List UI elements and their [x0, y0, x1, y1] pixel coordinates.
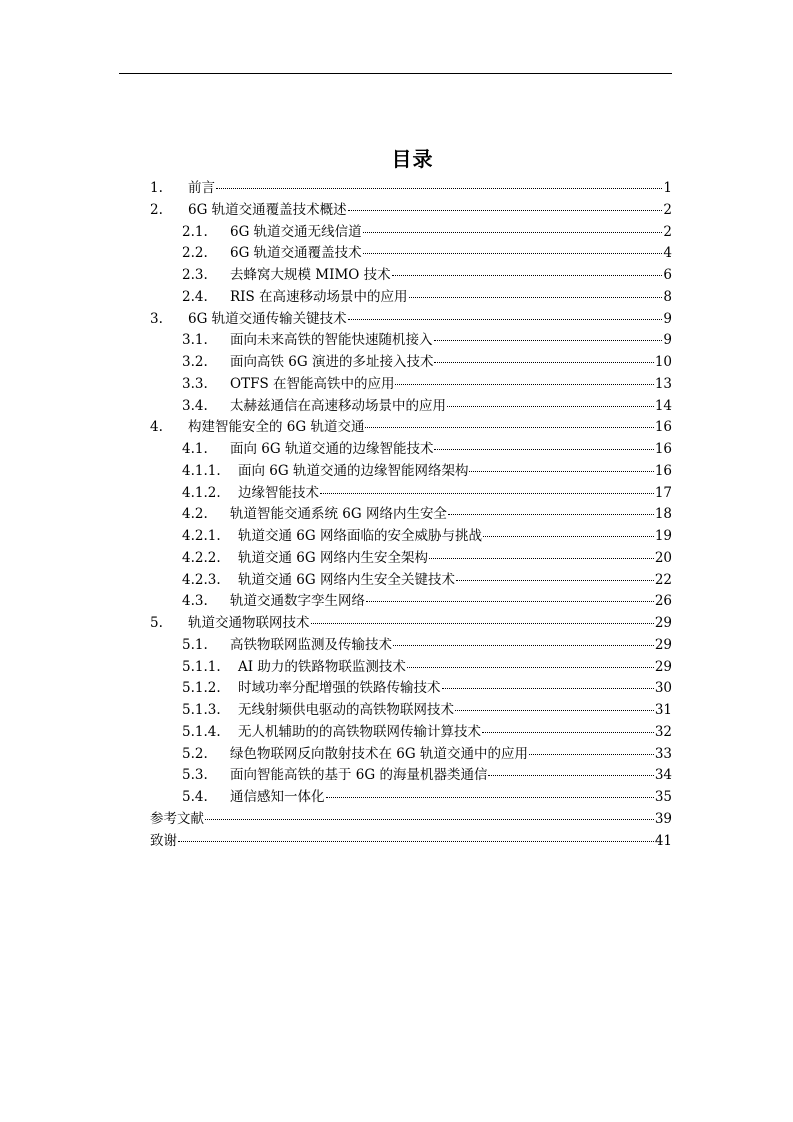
toc-entry-number: 5.1. [182, 636, 208, 653]
toc-entry-page-number: 31 [654, 702, 672, 718]
toc-entry[interactable] [150, 483, 672, 505]
toc-entry[interactable] [150, 461, 672, 483]
dot-leader [205, 819, 654, 820]
toc-entry-page-number: 2 [663, 201, 672, 218]
dot-leader [326, 797, 654, 798]
toc-entry-page-number: 35 [654, 789, 672, 805]
toc-entry-title: 轨道交通 6G 网络内生安全架构 [238, 549, 428, 566]
toc-entry-page-number: 29 [654, 615, 672, 631]
toc-entry[interactable] [150, 722, 672, 744]
dot-leader [447, 406, 654, 407]
dot-leader [216, 188, 662, 189]
toc-entry-number: 1. [150, 180, 163, 196]
toc-entry-number: 5.3. [182, 767, 208, 784]
toc-entry-page-number: 26 [654, 593, 672, 610]
toc-entry[interactable] [150, 700, 672, 722]
toc-entry[interactable] [150, 330, 672, 352]
toc-entry[interactable] [150, 831, 672, 853]
toc-entry-title: AI 助力的铁路物联监测技术 [238, 658, 406, 675]
dot-leader [392, 275, 663, 276]
dot-leader [393, 645, 654, 646]
dot-leader [407, 667, 654, 668]
toc-entry-page-number: 29 [654, 636, 672, 653]
page-title: 目录 [391, 147, 434, 171]
toc-entry-number: 4.2.3. [182, 571, 221, 588]
toc-entry-title: 绿色物联网反向散射技术在 6G 轨道交通中的应用 [230, 745, 528, 762]
toc-entry[interactable] [150, 178, 672, 200]
toc-entry-title: 轨道智能交通系统 6G 网络内生安全 [230, 506, 447, 523]
dot-leader [469, 471, 653, 472]
dot-leader [455, 710, 654, 711]
toc-entry-title: 面向未来高铁的智能快速随机接入 [230, 332, 433, 349]
dot-leader [448, 514, 654, 515]
toc-entry-page-number: 16 [654, 419, 672, 436]
toc-entry-page-number: 6 [663, 267, 672, 283]
toc-entry-page-number: 32 [654, 723, 672, 740]
toc-entry-number: 2.3. [182, 267, 208, 283]
toc-entry-page-number: 41 [654, 832, 672, 849]
toc-entry-title: 面向高铁 6G 演进的多址接入技术 [230, 354, 434, 370]
toc-entry-title: 高铁物联网监测及传输技术 [230, 636, 392, 653]
dot-leader [409, 297, 663, 298]
toc-entry-number: 2.2. [182, 245, 208, 262]
dot-leader [456, 580, 654, 581]
toc-entry[interactable] [150, 613, 672, 635]
toc-entry[interactable] [150, 809, 672, 831]
toc-entry-page-number: 29 [654, 658, 672, 675]
toc-entry-number: 5.1.2. [182, 680, 221, 697]
toc-entry-title: 去蜂窝大规模 MIMO 技术 [230, 267, 391, 283]
dot-leader [366, 601, 654, 602]
toc-entry[interactable] [150, 504, 672, 526]
dot-leader [365, 427, 653, 428]
toc-entry-page-number: 17 [654, 484, 672, 501]
toc-entry-title: 通信感知一体化 [230, 789, 325, 805]
toc-entry-title: 6G 轨道交通传输关键技术 [188, 310, 347, 327]
toc-entry-page-number: 20 [654, 549, 672, 566]
toc-entry-number: 4.2.1. [182, 528, 221, 544]
dot-leader [348, 319, 663, 320]
toc-entry-page-number: 16 [654, 462, 672, 479]
dot-leader [348, 210, 663, 211]
toc-entry-page-number: 14 [654, 397, 672, 414]
toc-entry-title: 构建智能安全的 6G 轨道交通 [188, 419, 365, 436]
toc-entry[interactable] [150, 374, 672, 396]
toc-entry-number: 4.3. [182, 593, 208, 610]
toc-entry[interactable] [150, 591, 672, 613]
dot-leader [395, 384, 653, 385]
toc-entry-number: 2.1. [182, 223, 208, 240]
toc-entry[interactable] [150, 417, 672, 439]
toc-entry-title: 面向 6G 轨道交通的边缘智能网络架构 [238, 462, 469, 479]
toc-entry-title: 面向 6G 轨道交通的边缘智能技术 [230, 441, 434, 457]
dot-leader [442, 688, 654, 689]
toc-entry-number: 2. [150, 201, 163, 218]
dot-leader [434, 362, 653, 363]
toc-entry-title: RIS 在高速移动场景中的应用 [230, 288, 408, 305]
toc-entry-page-number: 19 [654, 528, 672, 544]
toc-entry-title: 轨道交通数字孪生网络 [230, 593, 365, 610]
toc-entry-page-number: 30 [654, 680, 672, 697]
toc-entry-title: 参考文献 [150, 810, 204, 827]
toc-entry-page-number: 10 [654, 354, 672, 370]
toc-entry-page-number: 9 [663, 332, 672, 349]
toc-entry-page-number: 8 [663, 288, 672, 305]
dot-leader [483, 536, 654, 537]
toc-entry-number: 3.1. [182, 332, 208, 349]
toc-entry-title: 6G 轨道交通覆盖技术 [230, 245, 362, 262]
toc-entry-title: 面向智能高铁的基于 6G 的海量机器类通信 [230, 767, 488, 784]
toc-entry-number: 5.2. [182, 745, 208, 762]
toc-entry[interactable] [150, 678, 672, 700]
toc-entry[interactable] [150, 744, 672, 766]
toc-entry[interactable] [150, 200, 672, 222]
toc-entry-number: 5.4. [182, 789, 208, 805]
toc-entry-title: 6G 轨道交通覆盖技术概述 [188, 201, 347, 218]
toc-entry-number: 5.1.4. [182, 723, 221, 740]
dot-leader [434, 449, 653, 450]
dot-leader [482, 732, 654, 733]
toc-entry-title: 轨道交通 6G 网络内生安全关键技术 [238, 571, 455, 588]
toc-entry-number: 5.1.3. [182, 702, 221, 718]
toc-entry-title: 轨道交通 6G 网络面临的安全威胁与挑战 [238, 528, 482, 544]
toc-entry-title: 时域功率分配增强的铁路传输技术 [238, 680, 441, 697]
toc-entry-page-number: 22 [654, 571, 672, 588]
toc-entry-page-number: 33 [654, 745, 672, 762]
toc-entry-number: 3.3. [182, 375, 208, 392]
toc-entry-page-number: 13 [654, 375, 672, 392]
toc-entry-number: 3.2. [182, 354, 208, 370]
toc-entry[interactable] [150, 548, 672, 570]
toc-entry[interactable] [150, 787, 672, 809]
dot-leader [363, 232, 663, 233]
toc-entry-page-number: 34 [654, 767, 672, 784]
toc-entry-number: 3.4. [182, 397, 208, 414]
dot-leader [529, 754, 654, 755]
toc-entry-number: 3. [150, 310, 163, 327]
toc-entry[interactable] [150, 765, 672, 787]
table-of-contents [150, 178, 672, 852]
dot-leader [488, 775, 653, 776]
toc-entry-title: 轨道交通物联网技术 [188, 615, 310, 631]
toc-entry-number: 4.2.2. [182, 549, 221, 566]
toc-entry-title: 太赫兹通信在高速移动场景中的应用 [230, 397, 446, 414]
toc-entry-title: 6G 轨道交通无线信道 [230, 223, 362, 240]
toc-entry[interactable] [150, 439, 672, 461]
dot-leader [434, 340, 663, 341]
toc-entry-title: OTFS 在智能高铁中的应用 [230, 375, 395, 392]
toc-entry-title: 无人机辅助的的高铁物联网传输计算技术 [238, 723, 481, 740]
header-rule [119, 73, 672, 74]
toc-entry[interactable] [150, 309, 672, 331]
toc-entry-number: 5. [150, 615, 163, 631]
toc-entry-title: 致谢 [150, 832, 177, 849]
toc-entry[interactable] [150, 657, 672, 679]
toc-entry-page-number: 4 [663, 245, 672, 262]
toc-entry-page-number: 2 [663, 223, 672, 240]
toc-entry[interactable] [150, 635, 672, 657]
toc-entry-page-number: 1 [663, 180, 672, 196]
dot-leader [178, 841, 654, 842]
toc-entry-number: 4.1.1. [182, 462, 221, 479]
toc-entry-number: 4.2. [182, 506, 208, 523]
toc-entry-number: 4.1.2. [182, 484, 221, 501]
dot-leader [311, 623, 654, 624]
toc-entry-title: 前言 [188, 180, 215, 196]
toc-entry[interactable] [150, 243, 672, 265]
dot-leader [320, 493, 654, 494]
toc-entry[interactable] [150, 287, 672, 309]
toc-entry-title: 边缘智能技术 [238, 484, 319, 501]
toc-entry[interactable] [150, 265, 672, 287]
toc-entry-number: 2.4. [182, 288, 208, 305]
toc-entry-page-number: 16 [654, 441, 672, 457]
toc-entry-number: 5.1.1. [182, 658, 221, 675]
toc-entry[interactable] [150, 526, 672, 548]
toc-entry-page-number: 9 [663, 310, 672, 327]
toc-entry[interactable] [150, 352, 672, 374]
toc-entry-number: 4. [150, 419, 163, 436]
toc-entry-page-number: 18 [654, 506, 672, 523]
dot-leader [363, 253, 663, 254]
toc-entry-number: 4.1. [182, 441, 208, 457]
toc-entry[interactable] [150, 222, 672, 244]
toc-entry[interactable] [150, 396, 672, 418]
toc-entry[interactable] [150, 570, 672, 592]
dot-leader [429, 558, 654, 559]
toc-entry-page-number: 39 [654, 810, 672, 827]
toc-entry-title: 无线射频供电驱动的高铁物联网技术 [238, 702, 454, 718]
